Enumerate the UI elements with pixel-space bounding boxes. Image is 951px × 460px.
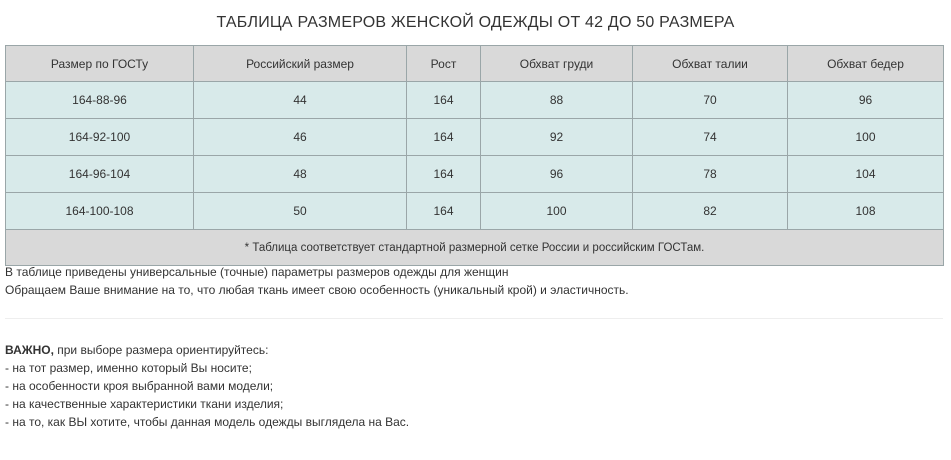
cell-russian-size: 44: [194, 82, 407, 119]
list-item: - на тот размер, именно который Вы носите;: [5, 361, 252, 375]
cell-hips: 100: [788, 119, 944, 156]
important-lead: при выборе размера ориентируйтесь:: [53, 343, 269, 357]
intro-line-2: Обращаем Ваше внимание на то, что любая ткань имеет свою особенность (уникальный крой) и эластичность.: [5, 283, 629, 297]
table-row: [6, 119, 944, 156]
cell-gost-size: 164-96-104: [6, 156, 194, 193]
intro-line-1: В таблице приведены универсальные (точные) параметры размеров одежды для женщин: [5, 265, 509, 279]
table-row: [6, 82, 944, 119]
divider: [5, 318, 943, 319]
cell-russian-size: 46: [194, 119, 407, 156]
list-item: - на качественные характеристики ткани изделия;: [5, 397, 284, 411]
cell-hips: 104: [788, 156, 944, 193]
cell-russian-size: 50: [194, 193, 407, 230]
table-footer-row: [6, 230, 944, 266]
table-header-row: [6, 46, 944, 82]
cell-hips: 108: [788, 193, 944, 230]
list-item: - на то, как ВЫ хотите, чтобы данная модель одежды выглядела на Вас.: [5, 415, 410, 429]
cell-gost-size: 164-92-100: [6, 119, 194, 156]
cell-chest: 88: [481, 82, 633, 119]
cell-waist: 78: [633, 156, 788, 193]
cell-waist: 82: [633, 193, 788, 230]
cell-gost-size: 164-88-96: [6, 82, 194, 119]
cell-chest: 100: [481, 193, 633, 230]
cell-chest: 96: [481, 156, 633, 193]
header-gost-size: Размер по ГОСТу: [6, 46, 194, 82]
list-item: - на особенности кроя выбранной вами модели;: [5, 379, 274, 393]
cell-gost-size: 164-100-108: [6, 193, 194, 230]
header-height: Рост: [407, 46, 481, 82]
header-hips: Обхват бедер: [788, 46, 944, 82]
important-label: ВАЖНО,: [5, 343, 54, 357]
table-footnote: * Таблица соответствует стандартной размерной сетке России и российским ГОСТам.: [6, 230, 944, 266]
cell-height: 164: [407, 82, 481, 119]
size-table: [5, 45, 944, 266]
cell-chest: 92: [481, 119, 633, 156]
header-chest: Обхват груди: [481, 46, 633, 82]
header-russian-size: Российский размер: [194, 46, 407, 82]
cell-height: 164: [407, 193, 481, 230]
cell-height: 164: [407, 156, 481, 193]
cell-height: 164: [407, 119, 481, 156]
important-notes: [5, 341, 409, 431]
table-row: [6, 193, 944, 230]
intro-text: [5, 263, 629, 299]
cell-waist: 70: [633, 82, 788, 119]
cell-hips: 96: [788, 82, 944, 119]
cell-waist: 74: [633, 119, 788, 156]
table-row: [6, 156, 944, 193]
important-lead-line: [5, 341, 409, 359]
cell-russian-size: 48: [194, 156, 407, 193]
header-waist: Обхват талии: [633, 46, 788, 82]
page-title: ТАБЛИЦА РАЗМЕРОВ ЖЕНСКОЙ ОДЕЖДЫ ОТ 42 ДО 50 РАЗМЕРА: [216, 14, 735, 31]
